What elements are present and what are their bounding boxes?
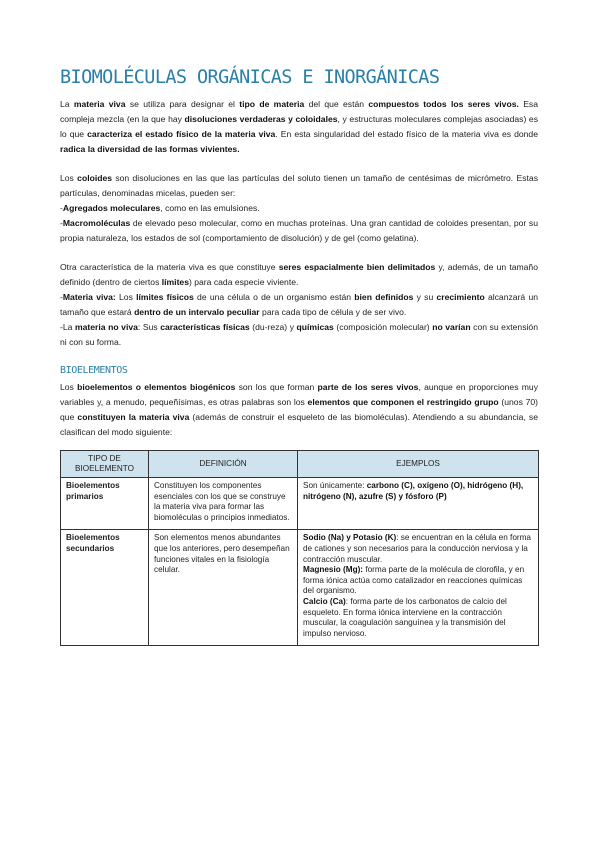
- text-run: : forma parte de los carbonatos de calcio del esqueleto. En forma iónica interviene en la contracción muscular, la coagulación sanguínea y la transmisión del impulso nervioso.: [303, 596, 507, 638]
- header-tipo: TIPO DE BIOELEMENTO: [61, 451, 149, 478]
- text-run: Los: [60, 173, 78, 183]
- text-run: -La: [60, 322, 75, 332]
- bold-text: dentro de un intervalo peculiar: [134, 307, 260, 317]
- text-run: del que están: [304, 99, 369, 109]
- bold-text: Magnesio (Mg):: [303, 565, 364, 575]
- cell-ejemplos: [298, 478, 539, 530]
- text-run: (composición molecular): [333, 322, 433, 332]
- cell-definicion: Son elementos menos abundantes que los anteriores, pero desempeñan funciones vitales en la fisiología celular.: [149, 530, 298, 646]
- text-run: y su: [413, 292, 437, 302]
- cell-tipo: Bioelementos secundarios: [61, 530, 149, 646]
- bold-text: elementos que componen el restringido grupo: [307, 397, 499, 407]
- text-run: (du-reza) y: [249, 322, 297, 332]
- text-run: (unos 70) que: [60, 397, 538, 422]
- materia-viva-item: [60, 290, 538, 320]
- text-run: de una célula o de un organismo están: [193, 292, 355, 302]
- page-title: BIOMOLÉCULAS ORGÁNICAS E INORGÁNICAS: [60, 67, 440, 88]
- intro-paragraph: [60, 97, 538, 157]
- text-run: : se encuentran en la célula en forma de cationes y son necesarios para la conducción nerviosa y la contracción muscular.: [303, 533, 531, 564]
- text-run: , y estructuras moleculares complejas asociadas) es lo que: [60, 114, 538, 139]
- delimitados-paragraph: [60, 260, 538, 290]
- agregados-item: [60, 201, 538, 216]
- bold-text: materia no viva: [74, 322, 138, 332]
- text-run: forma parte de la molécula de clorofila, y en forma iónica actúa como catalizador en reacciones químicas del organismo.: [303, 565, 525, 596]
- text-run: . En esta singularidad del estado físico de la materia viva es donde: [275, 129, 538, 139]
- bold-text: Calcio (Ca): [303, 596, 346, 606]
- bold-text: seres espacialmente bien delimitados: [278, 262, 436, 272]
- text-run: , como en las emulsiones.: [160, 203, 260, 213]
- text-run: de elevado peso molecular, como en muchas proteínas. Una gran cantidad de coloides presentan, por su propia naturaleza, los estados de sol (comportamiento de disolución) y de gel (como gelatina).: [60, 218, 538, 243]
- bold-text: Sodio (Na) y Potasio (K): [303, 533, 397, 543]
- bold-text: materia viva: [73, 99, 126, 109]
- table-row: [61, 530, 539, 646]
- text-run: se utiliza para designar el: [125, 99, 240, 109]
- text-run: Los: [60, 382, 78, 392]
- bold-text: límites físicos: [136, 292, 194, 302]
- text-run: Los: [115, 292, 137, 302]
- section-heading-bioelementos: BIOELEMENTOS: [60, 365, 128, 376]
- text-run: -: [60, 203, 63, 213]
- bioelementos-table: [60, 450, 539, 646]
- cell-ejemplos: [298, 530, 539, 646]
- text-run: alcanzará un tamaño que estará: [60, 292, 539, 317]
- text-run: son disoluciones en las que las partículas del soluto tienen un tamaño de centésimas de micrómetro. Estas partículas, denominadas micelas, pueden ser:: [60, 173, 538, 198]
- bioelementos-paragraph: [60, 380, 538, 440]
- bold-text: Materia viva:: [62, 292, 116, 302]
- text-run: Son únicamente:: [303, 481, 367, 490]
- cell-definicion: Constituyen los componentes esenciales con los que se construye la materia viva para formar las biomoléculas o principios inmediatos.: [149, 478, 298, 530]
- text-run: Otra característica de la materia viva es que constituye: [60, 262, 279, 272]
- bold-text: coloides: [77, 173, 113, 183]
- table-row: [61, 478, 539, 530]
- bold-text: Agregados moleculares: [62, 203, 161, 213]
- text-run: y, además, de un tamaño definido (dentro de ciertos: [60, 262, 538, 287]
- bold-text: no varían: [432, 322, 471, 332]
- text-run: ) para cada especie viviente.: [189, 277, 299, 287]
- bold-text: disoluciones verdaderas y coloidales: [184, 114, 338, 124]
- bold-text: bioelementos o elementos biogénicos: [77, 382, 236, 392]
- table-header-row: [61, 451, 539, 478]
- text-run: (además de construir el esqueleto de las biomoléculas). Atendiendo a su abundancia, se clasifican del modo siguiente:: [60, 412, 538, 437]
- bold-text: compuestos todos los seres vivos.: [368, 99, 519, 109]
- text-run: , aunque en proporciones muy variables y, a menudo, pequeñísimas, es otras palabras son los: [60, 382, 538, 407]
- cell-tipo: Bioelementos primarios: [61, 478, 149, 530]
- text-run: para cada tipo de célula y de ser vivo.: [259, 307, 407, 317]
- text-run: : Sus: [137, 322, 161, 332]
- bold-text: Macromoléculas: [62, 218, 131, 228]
- bold-text: carbono (C), oxígeno (O), hidrógeno (H), nitrógeno (N), azufre (S) y fósforo (P): [303, 481, 524, 501]
- bold-text: tipo de materia: [239, 99, 305, 109]
- macromoleculas-item: [60, 216, 538, 246]
- bold-text: crecimiento: [436, 292, 485, 302]
- bold-text: radica la diversidad de las formas vivientes.: [60, 144, 240, 154]
- bold-text: límites: [161, 277, 189, 287]
- header-definicion: DEFINICIÓN: [149, 451, 298, 478]
- text-run: con su extensión ni con su forma.: [60, 322, 538, 347]
- text-run: -: [60, 218, 63, 228]
- bold-text: químicas: [296, 322, 334, 332]
- coloides-paragraph: [60, 171, 538, 201]
- document-page: [60, 66, 538, 646]
- text-run: Esa compleja mezcla (en la que hay: [60, 99, 538, 124]
- text-run: son los que forman: [235, 382, 318, 392]
- bold-text: características físicas: [160, 322, 250, 332]
- header-ejemplos: EJEMPLOS: [298, 451, 539, 478]
- text-run: -: [60, 292, 63, 302]
- bold-text: constituyen la materia viva: [77, 412, 190, 422]
- materia-no-viva-item: [60, 320, 538, 350]
- text-run: La: [60, 99, 74, 109]
- bold-text: caracteriza el estado físico de la materia viva: [87, 129, 276, 139]
- bold-text: parte de los seres vivos: [317, 382, 419, 392]
- bold-text: bien definidos: [354, 292, 414, 302]
